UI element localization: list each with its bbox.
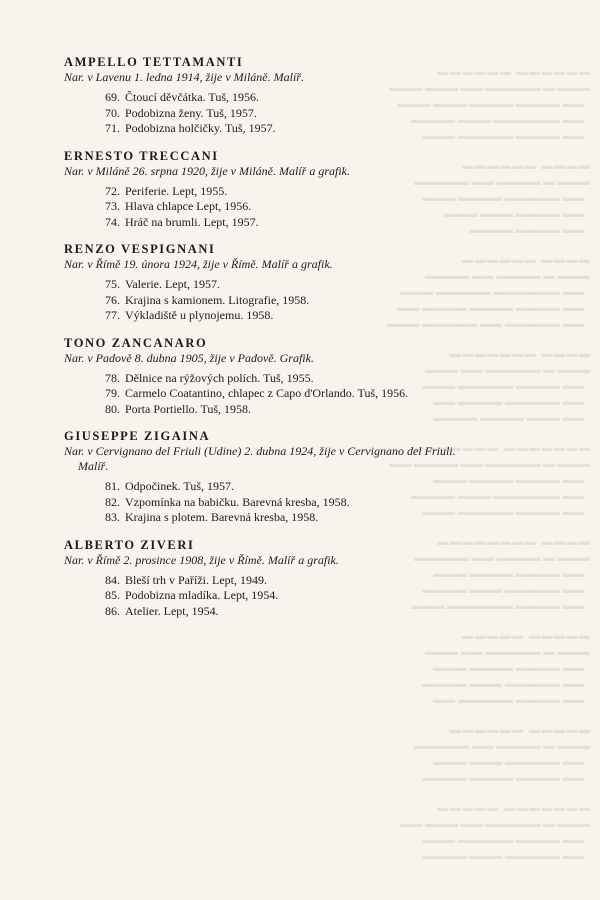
work-title: Vzpomínka na babičku. Barevná kresba, 1958. bbox=[125, 494, 350, 509]
work-title: Krajina s kamionem. Litografie, 1958. bbox=[125, 292, 310, 307]
work-item bbox=[64, 293, 484, 309]
work-title: Hlava chlapce Lept, 1956. bbox=[125, 199, 252, 213]
artist-entry bbox=[64, 54, 484, 137]
work-title: Odpočinek. Tuš, 1957. bbox=[125, 479, 235, 493]
work-number: 75. bbox=[105, 277, 120, 291]
work-title: Čtoucí děvčátka. Tuš, 1956. bbox=[125, 90, 259, 104]
works-list bbox=[64, 573, 484, 620]
work-item bbox=[64, 106, 484, 122]
work-title: Krajina s plotem. Barevná kresba, 1958. bbox=[125, 510, 319, 524]
work-title: Podobizna holčičky. Tuš, 1957. bbox=[125, 121, 276, 135]
work-number: 83. bbox=[105, 510, 120, 524]
artist-entry bbox=[64, 335, 484, 418]
artist-entry bbox=[64, 537, 484, 620]
work-number: 69. bbox=[105, 90, 120, 104]
work-title: Carmelo Coatantino, chlapec z Capo d'Orlando. Tuš, 1956. bbox=[125, 386, 409, 400]
artist-name: ERNESTO TRECCANI bbox=[64, 148, 219, 163]
work-item bbox=[64, 90, 484, 106]
work-title: Atelier. Lept, 1954. bbox=[125, 603, 219, 618]
work-number: 70. bbox=[105, 105, 120, 120]
work-number: 81. bbox=[105, 479, 120, 493]
artist-bio: Nar. v Lavenu 1. ledna 1914, žije v Miláně. Malíř. bbox=[64, 70, 304, 84]
work-number: 82. bbox=[105, 494, 120, 509]
work-item bbox=[64, 604, 484, 620]
work-number: 85. bbox=[105, 588, 120, 602]
work-number: 79. bbox=[105, 386, 120, 400]
work-number: 73. bbox=[105, 199, 120, 213]
work-number: 78. bbox=[105, 370, 120, 385]
work-item bbox=[64, 588, 484, 604]
work-title: Bleší trh v Paříži. Lept, 1949. bbox=[125, 572, 267, 587]
work-item bbox=[64, 371, 484, 387]
artist-entry bbox=[64, 241, 484, 324]
artist-name: ALBERTO ZIVERI bbox=[64, 537, 195, 552]
work-title: Dělnice na rýžových polích. Tuš, 1955. bbox=[125, 370, 314, 385]
work-number: 77. bbox=[105, 308, 120, 322]
work-number: 74. bbox=[105, 214, 120, 229]
work-number: 71. bbox=[105, 121, 120, 135]
work-item bbox=[64, 121, 484, 137]
work-item bbox=[64, 402, 484, 418]
artist-bio: Nar. v Cervignano del Friuli (Udine) 2. dubna 1924, žije v Cervignano del Friuli. Malíř. bbox=[64, 444, 456, 473]
work-item bbox=[64, 277, 484, 293]
work-number: 86. bbox=[105, 603, 120, 618]
work-item bbox=[64, 495, 484, 511]
artist-bio: Nar. v Miláně 26. srpna 1920, žije v Miláně. Malíř a grafik. bbox=[64, 163, 350, 178]
work-title: Periferie. Lept, 1955. bbox=[125, 183, 228, 198]
work-item bbox=[64, 184, 484, 200]
work-title: Valerie. Lept, 1957. bbox=[125, 277, 220, 291]
work-number: 76. bbox=[105, 292, 120, 307]
artist-entry bbox=[64, 428, 484, 526]
artist-name: TONO ZANCANARO bbox=[64, 335, 208, 350]
artist-bio: Nar. v Padově 8. dubna 1905, žije v Padově. Grafik. bbox=[64, 350, 314, 365]
reverse-page-bleed-through: ▬▬▬▬▬▬ ▬▬▬▬▬▬ ▬▬▬ ▬ ▬▬▬▬▬ ▬▬ ▬▬▬ ▬▬▬ ▬▬ ▬▬▬▬ ▬▬▬▬ ▬▬▬ ▬▬▬ ▬▬ ▬▬▬▬▬▬ ▬▬▬ ▬▬▬▬ ▬▬ ▬▬▬▬ ▬▬▬▬▬ ▬▬▬ ▬▬▬▬ ▬▬▬▬▬▬ ▬▬▬ ▬ ▬▬▬▬ ▬▬ ▬▬▬▬▬ ▬▬ ▬▬▬▬▬ ▬▬▬▬ ▬▬▬ ▬▬ ▬▬▬▬ ▬▬▬ ▬▬▬ ▬▬ ▬▬▬▬ ▬▬▬▬ ▬▬▬▬ ▬▬▬▬▬▬ ▬▬▬ ▬ ▬▬▬▬ ▬▬ ▬▬▬▬ ▬▬ ▬▬▬▬▬▬ ▬▬▬▬▬ ▬▬▬ ▬▬ ▬▬▬▬ ▬▬▬▬ ▬▬▬▬ ▬▬ ▬▬ ▬▬▬▬▬ ▬▬ ▬▬▬▬▬ ▬▬▬ ▬▬▬▬ ▬▬▬▬▬▬▬ ▬▬▬ ▬ ▬▬▬▬▬ ▬▬ ▬▬▬ ▬▬ ▬▬▬▬ ▬▬▬▬▬ ▬▬▬ ▬▬ ▬▬▬▬▬ ▬▬▬▬ ▬▬ ▬▬ ▬▬▬ ▬▬▬▬ ▬▬▬▬ ▬▬▬▬▬▬▬ ▬▬▬▬▬▬▬ ▬▬▬ ▬ ▬▬▬▬▬ ▬▬ ▬▬▬▬ ▬▬ ▬▬ ▬▬▬▬ ▬▬▬▬ ▬▬▬ ▬▬ ▬▬▬▬▬▬ ▬▬▬ ▬▬▬▬ ▬▬ ▬▬▬▬ ▬▬▬▬▬ ▬▬▬ ▬▬▬▬ ▬▬▬▬▬▬▬▬ ▬▬▬ ▬ ▬▬▬▬ ▬▬ ▬▬▬▬▬ ▬▬ ▬▬▬▬ ▬▬▬▬ ▬▬▬ ▬▬ ▬▬▬▬▬ ▬▬▬ ▬▬▬▬ ▬▬ ▬▬▬▬ ▬▬▬▬▬▬ ▬▬▬ ▬▬▬▬▬ ▬▬▬▬▬ ▬▬▬ ▬ ▬▬▬▬▬ ▬▬ ▬▬▬ ▬▬ ▬▬▬▬ ▬▬▬▬ ▬▬▬ ▬▬ ▬▬▬▬▬ ▬▬▬ ▬▬▬▬ ▬▬ ▬▬▬▬ ▬▬▬▬▬ ▬▬ ▬▬▬▬▬ ▬▬▬▬▬▬ ▬▬▬ ▬ ▬▬▬▬ ▬▬ ▬▬▬▬▬ ▬▬ ▬▬▬▬▬ ▬▬▬ ▬▬▬ ▬▬ ▬▬▬▬ ▬▬▬▬ ▬▬▬▬ ▬▬▬▬▬▬▬ ▬▬▬▬▬ ▬▬▬ ▬ ▬▬▬▬▬ ▬▬ ▬▬▬ ▬▬ ▬▬ ▬▬▬▬ ▬▬▬▬▬ ▬▬▬ ▬▬ ▬▬▬▬▬ ▬▬▬ ▬▬▬▬ bbox=[386, 66, 590, 862]
artist-bio: Nar. v Římě 19. února 1924, žije v Římě. Malíř a grafik. bbox=[64, 257, 333, 271]
works-list bbox=[64, 277, 484, 324]
work-number: 84. bbox=[105, 572, 120, 587]
work-title: Podobizna mladíka. Lept, 1954. bbox=[125, 588, 279, 602]
work-title: Podobizna ženy. Tuš, 1957. bbox=[125, 105, 257, 120]
artist-name: AMPELLO TETTAMANTI bbox=[64, 55, 244, 69]
work-title: Hráč na brumli. Lept, 1957. bbox=[125, 214, 259, 229]
work-item bbox=[64, 386, 484, 402]
works-list bbox=[64, 184, 484, 231]
artist-name: RENZO VESPIGNANI bbox=[64, 242, 216, 256]
artist-bio: Nar. v Římě 2. prosince 1908, žije v Římě. Malíř a grafik. bbox=[64, 552, 339, 567]
work-item bbox=[64, 510, 484, 526]
artist-entry bbox=[64, 148, 484, 231]
work-number: 80. bbox=[105, 401, 120, 416]
artist-name: GIUSEPPE ZIGAINA bbox=[64, 429, 211, 443]
work-item bbox=[64, 199, 484, 215]
work-item bbox=[64, 573, 484, 589]
work-title: Porta Portiello. Tuš, 1958. bbox=[125, 401, 252, 416]
works-list bbox=[64, 479, 484, 526]
work-item bbox=[64, 215, 484, 231]
work-number: 72. bbox=[105, 183, 120, 198]
artist-catalog bbox=[64, 54, 484, 630]
work-item bbox=[64, 308, 484, 324]
works-list bbox=[64, 90, 484, 137]
work-title: Výkladiště u plynojemu. 1958. bbox=[125, 308, 274, 322]
work-item bbox=[64, 479, 484, 495]
works-list bbox=[64, 371, 484, 418]
